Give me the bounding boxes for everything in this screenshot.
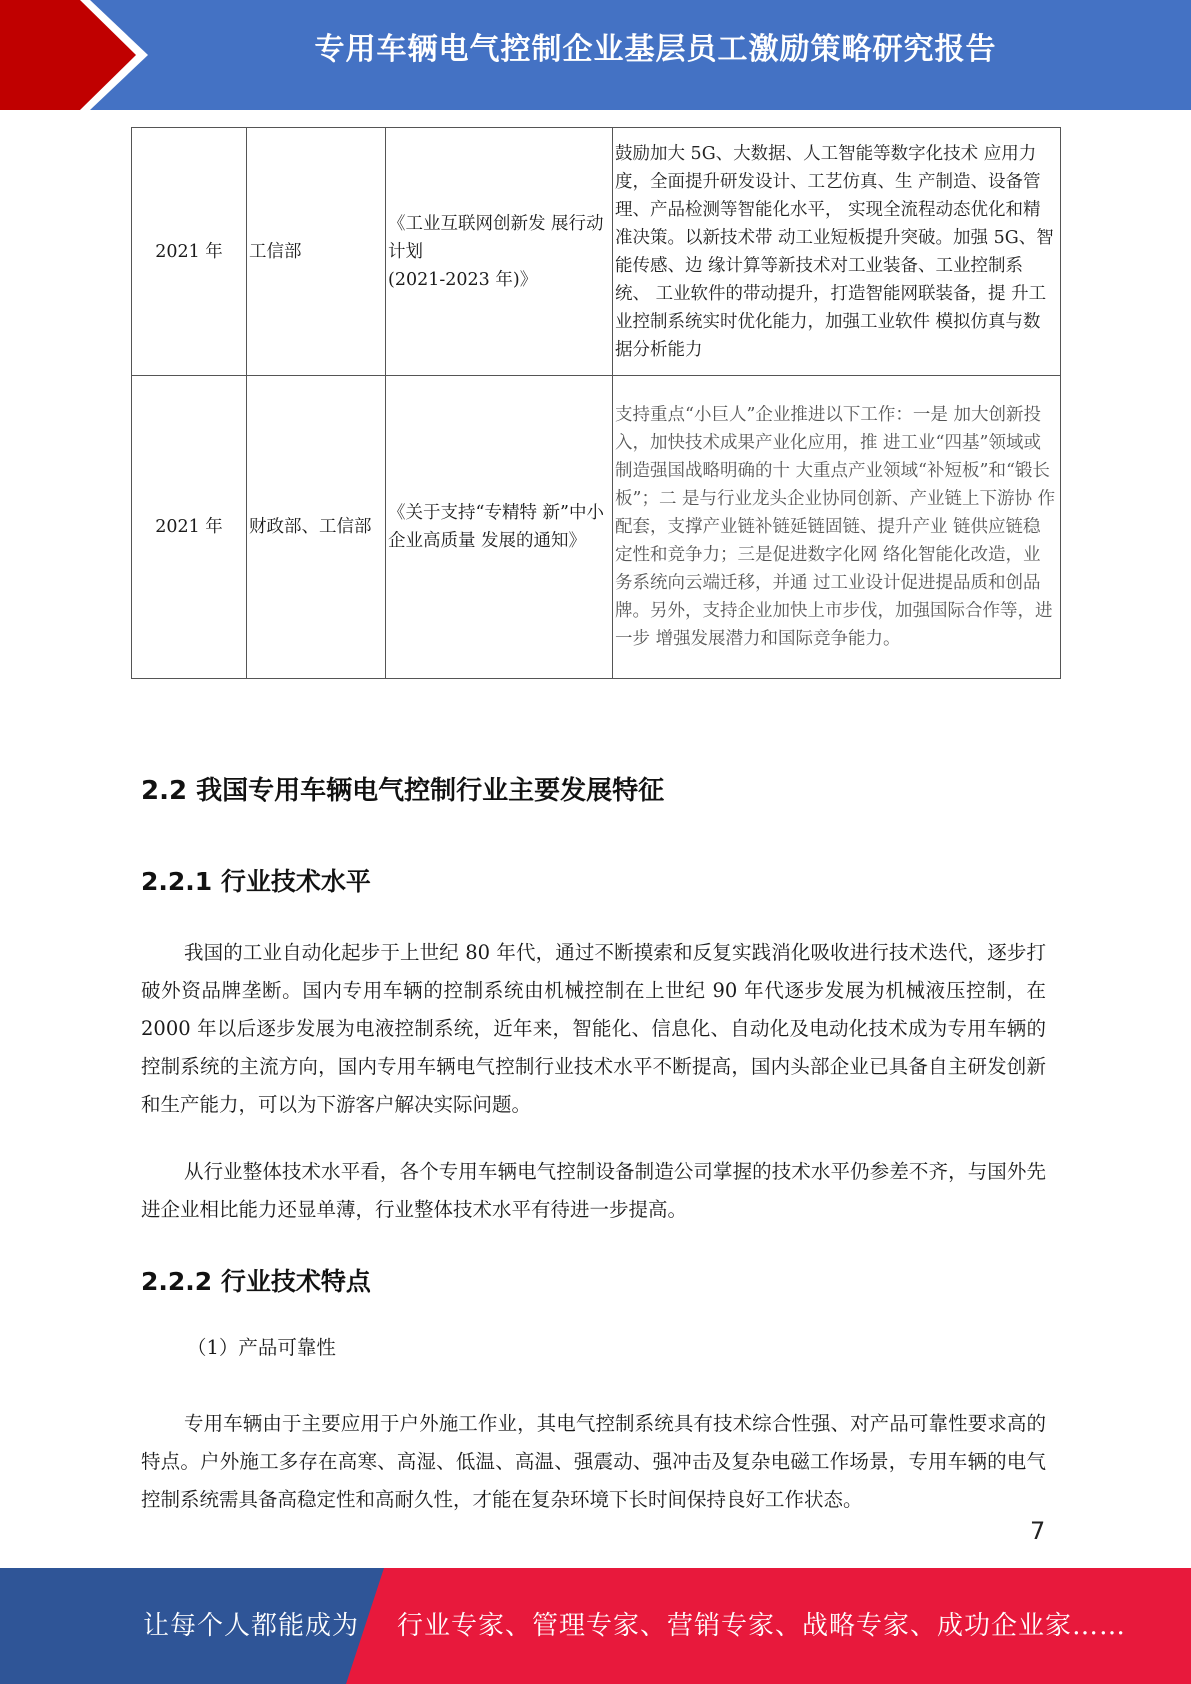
cell-year: 2021 年 <box>132 128 247 376</box>
footer-slogan-right: 行业专家、管理专家、营销专家、战略专家、成功企业家…… <box>397 1611 1127 1641</box>
paragraph: 专用车辆由于主要应用于户外施工作业，其电气控制系统具有技术综合性强、对产品可靠性要求高的特点。户外施工多存在高寒、高湿、低温、高温、强震动、强冲击及复杂电磁工作场景，专用车辆的电气控制系统需具备高稳定性和高耐久性，才能在复杂环境下长时间保持良好工作状态。 <box>141 1412 1046 1511</box>
policy-table <box>131 127 1061 679</box>
list-item-heading: （1）产品可靠性 <box>187 1336 336 1359</box>
report-title: 专用车辆电气控制企业基层员工激励策略研究报告 <box>314 32 997 67</box>
subsection-heading-tech-level: 2.2.1 行业技术水平 <box>141 867 371 896</box>
footer-slogan-left: 让每个人都能成为 <box>143 1611 360 1641</box>
paragraph: 从行业整体技术水平看，各个专用车辆电气控制设备制造公司掌握的技术水平仍参差不齐，与国外先进企业相比能力还显单薄，行业整体技术水平有待进一步提高。 <box>141 1160 1046 1221</box>
cell-year: 2021 年 <box>132 376 247 679</box>
page-number: 7 <box>1030 1517 1046 1545</box>
subsection-heading-tech-features: 2.2.2 行业技术特点 <box>141 1267 371 1296</box>
header-arrow-decoration <box>0 0 160 110</box>
document-title: 《工业互联网创新发 展行动计划 (2021-2023 年)》 <box>388 213 604 290</box>
page-header <box>0 0 1191 110</box>
section-heading: 2.2 我国专用车辆电气控制行业主要发展特征 <box>141 776 665 806</box>
cell-department: 财政部、工信部 <box>247 376 386 679</box>
cell-content: 鼓励加大 5G、大数据、人工智能等数字化技术 应用力度，全面提升研发设计、工艺仿真、生 产制造、设备管理、产品检测等智能化水平， 实现全流程动态优化和精准决策。以新技术带 动工业短板提升突破。加强 5G、智能传感、边 缘计算等新技术对工业装备、工业控制系统、 工业软件的带动提升，打造智能网联装备，提 升工业控制系统实时优化能力，加强工业软件 模拟仿真与数据分析能力 <box>613 128 1061 376</box>
table-row <box>132 128 1061 376</box>
table-row <box>132 376 1061 679</box>
page-footer <box>0 1568 1191 1684</box>
cell-document: 《关于支持“专精特 新”中小企业高质量 发展的通知》 <box>386 376 613 679</box>
paragraph: 我国的工业自动化起步于上世纪 80 年代，通过不断摸索和反复实践消化吸收进行技术迭代，逐步打破外资品牌垄断。国内专用车辆的控制系统由机械控制在上世纪 90 年代逐步发展为机械液压控制，在 2000 年以后逐步发展为电液控制系统，近年来，智能化、信息化、自动化及电动化技术成为专用车辆的控制系统的主流方向，国内专用车辆电气控制行业技术水平不断提高，国内头部企业已具备自主研发创新和生产能力，可以为下游客户解决实际问题。 <box>141 941 1046 1116</box>
cell-content: 支持重点“小巨人”企业推进以下工作：一是 加大创新投入，加快技术成果产业化应用，推 进工业“四基”领域或制造强国战略明确的十 大重点产业领域“补短板”和“锻长板”；二 是与行业龙头企业协同创新、产业链上下游协 作配套，支撑产业链补链延链固链、提升产业 链供应链稳定性和竞争力；三是促进数字化网 络化智能化改造，业务系统向云端迁移，并通 过工业设计促进提品质和创品牌。另外，支持企业加快上市步伐，加强国际合作等，进一步 增强发展潜力和国际竞争能力。 <box>613 376 1061 679</box>
cell-department: 工信部 <box>247 128 386 376</box>
cell-document <box>386 128 613 376</box>
